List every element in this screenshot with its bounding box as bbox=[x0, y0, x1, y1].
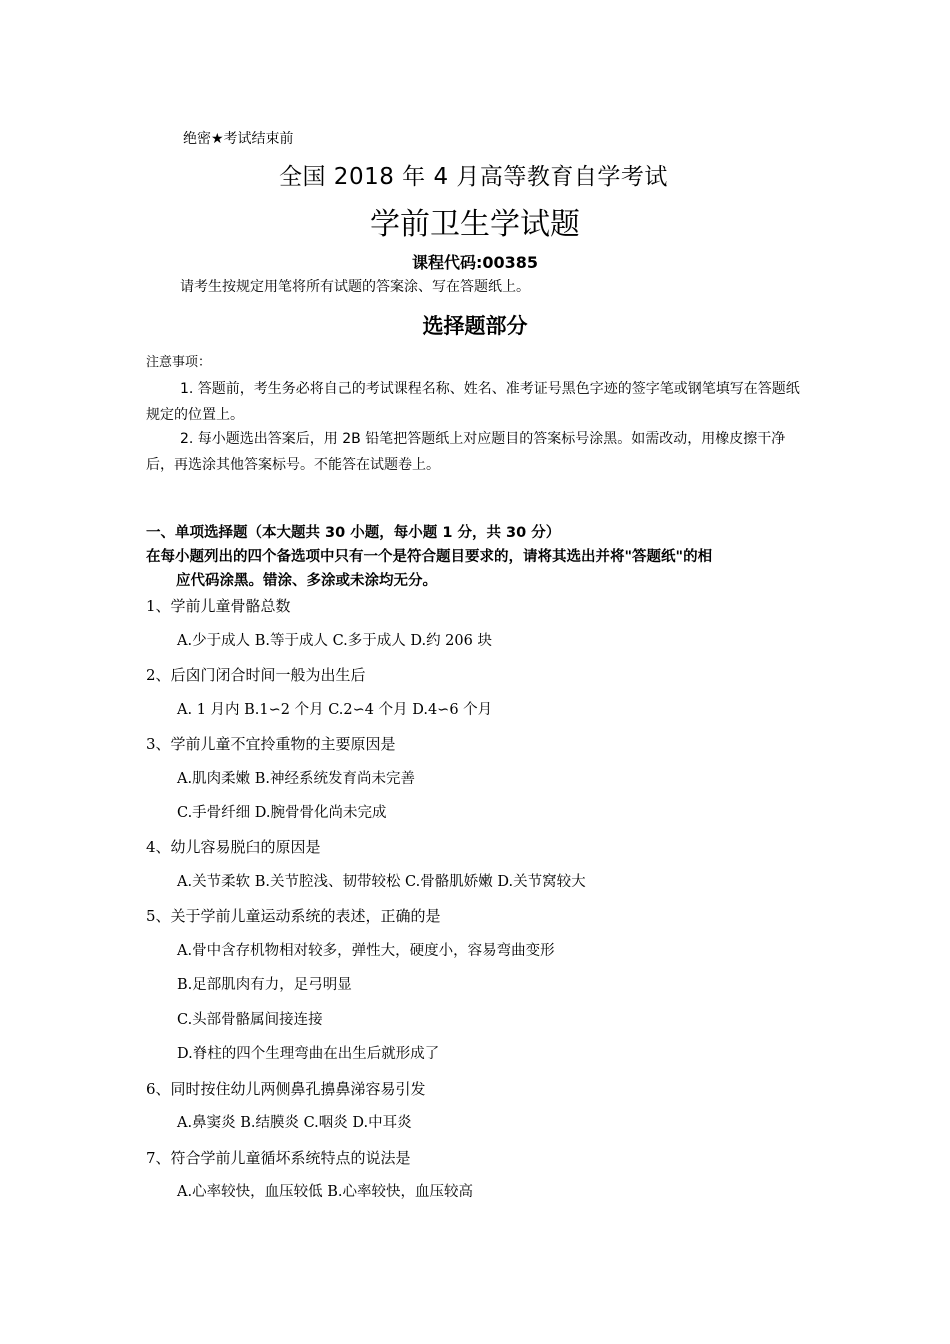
course-code: 课程代码:00385 bbox=[411, 253, 539, 272]
question-options: B.足部肌肉有力，足弓明显 bbox=[177, 977, 352, 993]
subject-title: 学前卫生学试题 bbox=[370, 207, 580, 242]
note-item: 2. 每小题选出答案后，用 2B 铅笔把答题纸上对应题目的答案标号涂黑。如需改动，用橡皮擦干净后，再选涂其他答案标号。不能答在试题卷上。 bbox=[146, 431, 786, 473]
confidential-mark: 绝密★考试结束前 bbox=[183, 131, 294, 147]
question-options: A.关节柔软 B.关节腔浅、韧带较松 C.骨骼肌娇嫩 D.关节窝较大 bbox=[177, 874, 586, 890]
question-stem: 4、幼儿容易脱臼的原因是 bbox=[146, 838, 321, 856]
question-stem: 7、符合学前儿童循坏系统特点的说法是 bbox=[146, 1149, 411, 1167]
question-options: C.头部骨骼属间接连接 bbox=[177, 1012, 323, 1028]
answer-instruction: 请考生按规定用笔将所有试题的答案涂、写在答题纸上。 bbox=[180, 279, 530, 295]
question-options: D.脊柱的四个生理弯曲在出生后就形成了 bbox=[177, 1046, 440, 1062]
question-stem: 6、同时按住幼儿两侧鼻孔擤鼻涕容易引发 bbox=[146, 1080, 426, 1098]
part-title: 选择题部分 bbox=[422, 314, 528, 338]
question-options: A.骨中含存机物相对较多，弹性大，硬度小，容易弯曲变形 bbox=[177, 943, 555, 959]
section-description-continued: 应代码涂黑。错涂、多涂或未涂均无分。 bbox=[176, 573, 437, 589]
question-options: A. 1 月内 B.1∽2 个月 C.2∽4 个月 D.4∽6 个月 bbox=[177, 702, 493, 718]
question-options: C.手骨纤细 D.腕骨骨化尚未完成 bbox=[177, 805, 387, 821]
question-options: A.心率较快，血压较低 B.心率较快，血压较高 bbox=[177, 1184, 473, 1200]
section-description: 在每小题列出的四个备选项中只有一个是符合题目要求的，请将其选出并将"答题纸"的相 bbox=[146, 549, 713, 565]
exam-title: 全国 2018 年 4 月高等教育自学考试 bbox=[279, 164, 668, 190]
question-stem: 5、关于学前儿童运动系统的表述，正确的是 bbox=[146, 907, 441, 925]
question-stem: 1、学前儿童骨骼总数 bbox=[146, 597, 291, 615]
question-options: A.肌肉柔嫩 B.神经系统发育尚未完善 bbox=[177, 771, 415, 787]
section-heading: 一、单项选择题（本大题共 30 小题，每小题 1 分，共 30 分） bbox=[146, 525, 561, 541]
notes-heading: 注意事项： bbox=[146, 355, 212, 370]
question-options: A.少于成人 B.等于成人 C.多于成人 D.约 206 块 bbox=[177, 633, 492, 649]
note-item: 1. 答题前，考生务必将自己的考试课程名称、姓名、准考证号黑色字迹的签字笔或钢笔填写在答题纸规定的位置上。 bbox=[146, 381, 800, 423]
question-stem: 3、学前儿童不宜拎重物的主要原因是 bbox=[146, 735, 396, 753]
question-stem: 2、后囟门闭合时间一般为出生后 bbox=[146, 666, 366, 684]
question-options: A.鼻窦炎 B.结膜炎 C.咽炎 D.中耳炎 bbox=[177, 1115, 412, 1131]
